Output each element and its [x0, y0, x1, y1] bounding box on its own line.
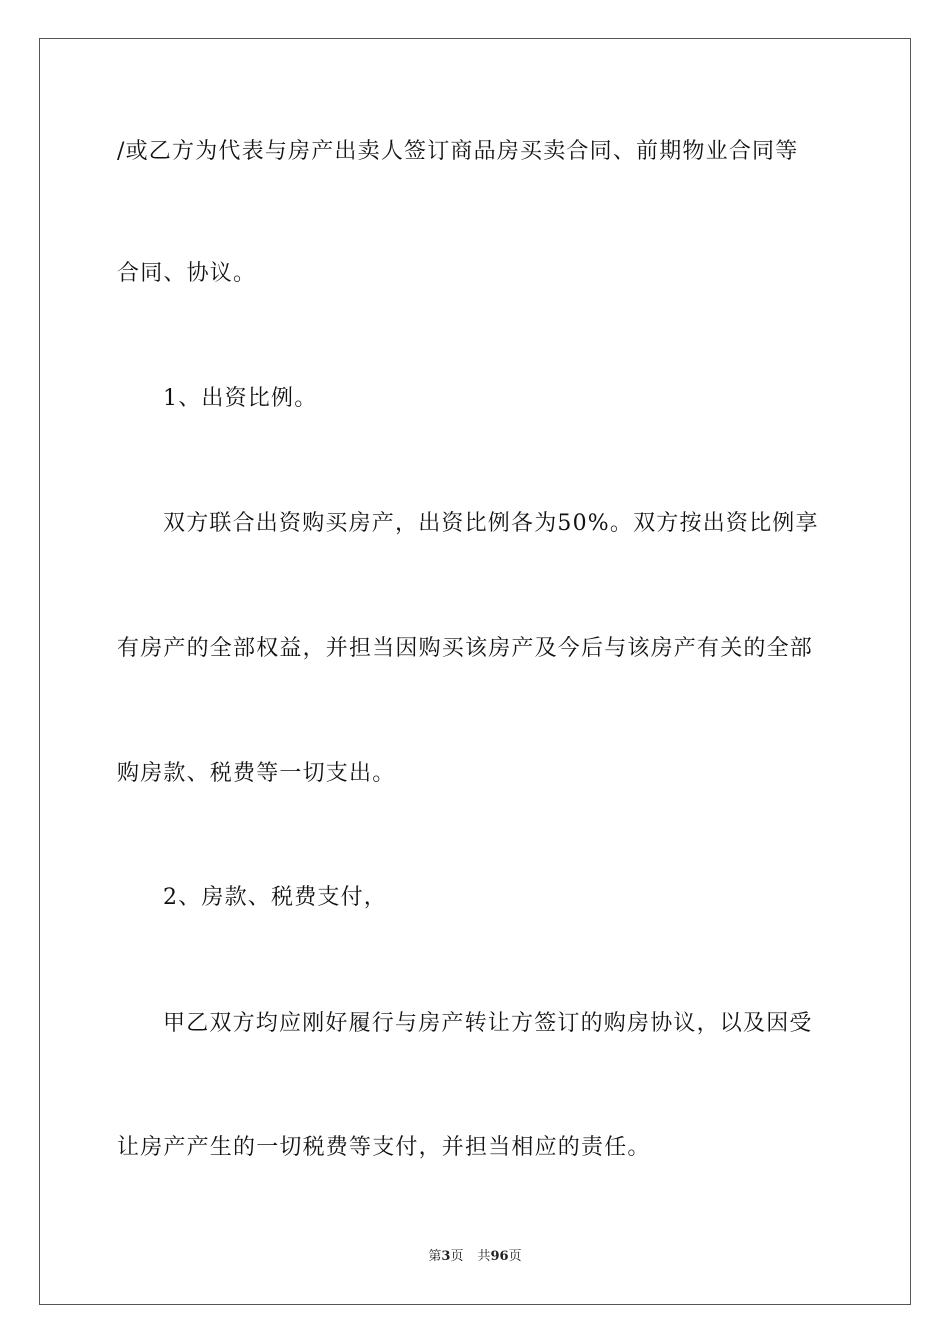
- section-heading: 1、出资比例。: [163, 386, 318, 411]
- body-text-line: 让房产产生的一切税费等支付，并担当相应的责任。: [117, 1135, 651, 1160]
- body-text-line: /或乙方为代表与房产出卖人签订商品房买卖合同、前期物业合同等: [117, 139, 799, 164]
- body-text-line: 双方联合出资购买房产，出资比例各为50%。双方按出资比例享: [163, 511, 819, 536]
- body-text-line: 甲乙双方均应刚好履行与房产转让方签订的购房协议，以及因受: [163, 1011, 813, 1036]
- body-text-line: 有房产的全部权益，并担当因购买该房产及今后与该房产有关的全部: [117, 636, 814, 661]
- total-pages: 96: [490, 1249, 509, 1264]
- page-frame: [39, 38, 911, 1305]
- page-prefix: 第: [428, 1249, 442, 1264]
- body-text-line: 购房款、税费等一切支出。: [117, 761, 396, 786]
- body-text-line: 合同、协议。: [117, 261, 257, 286]
- page-suffix: 页: [450, 1249, 464, 1264]
- page-footer: [0, 1249, 950, 1265]
- total-prefix: 共: [477, 1249, 491, 1264]
- total-suffix: 页: [508, 1249, 522, 1264]
- page-number: 3: [441, 1249, 451, 1264]
- section-heading: 2、房款、税费支付，: [163, 885, 387, 910]
